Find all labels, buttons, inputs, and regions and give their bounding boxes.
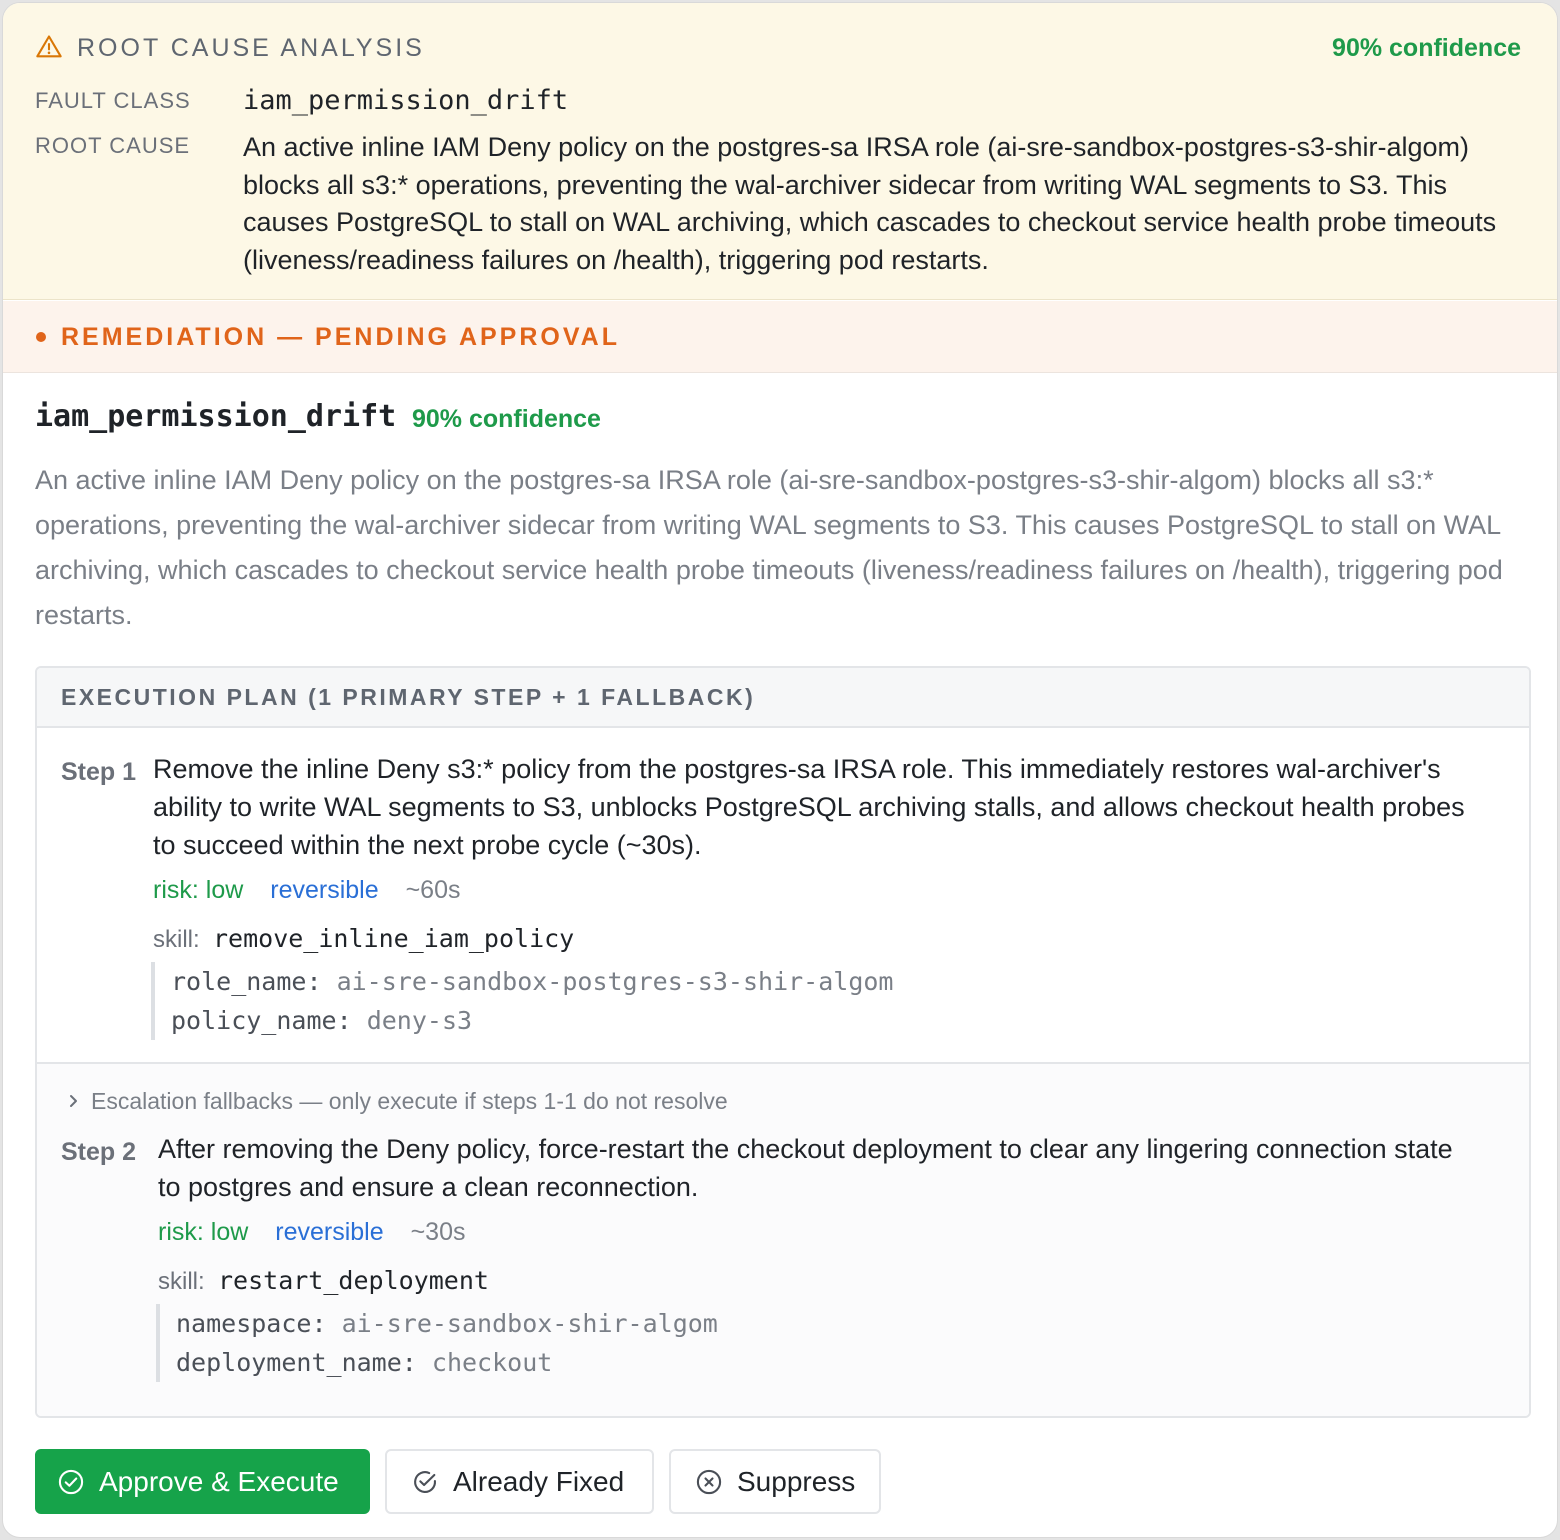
reversible-badge: reversible (275, 1218, 384, 1246)
step-label: Step 1 (61, 758, 137, 786)
param-row (176, 1343, 718, 1382)
escalation-fallbacks (37, 1062, 1529, 1418)
duration-badge: ~60s (405, 876, 461, 904)
skill-name: remove_inline_iam_policy (213, 924, 575, 953)
rca-title: ROOT CAUSE ANALYSIS (77, 34, 425, 62)
param-value: deny-s3 (366, 1006, 473, 1035)
risk-badge: risk: low (158, 1218, 249, 1246)
param-row (176, 1304, 718, 1343)
check-circle-icon (57, 1468, 85, 1496)
step-meta (153, 876, 461, 905)
duration-badge: ~30s (410, 1218, 466, 1246)
root-cause-label: ROOT CAUSE (35, 133, 191, 158)
step-description: Remove the inline Deny s3:* policy from the postgres-sa IRSA role. This immediately restores wal-archiver's ability to write WAL segments to S3, unblocks PostgreSQL archiving stalls, and allows checkout health probes to succeed within the next probe cycle (~30s). (153, 754, 1465, 860)
param-key: namespace: (176, 1309, 327, 1338)
chevron-right-icon[interactable] (63, 1086, 85, 1116)
param-value: ai-sre-sandbox-postgres-s3-shir-algom (336, 967, 894, 996)
risk-badge: risk: low (153, 876, 244, 904)
remediation-description: An active inline IAM Deny policy on the postgres-sa IRSA role (ai-sre-sandbox-postgres-s3-shir-algom) blocks all s3:* operations, preventing the wal-archiver sidecar from writing WAL segments to S3. This causes PostgreSQL to stall on WAL archiving, which cascades to checkout service health probe timeouts (liveness/readiness failures on /health), triggering pod restarts. (35, 465, 1503, 630)
suppress-button[interactable] (669, 1449, 881, 1514)
param-key: role_name: (171, 967, 322, 996)
rca-confidence: 90% confidence (1332, 34, 1521, 62)
remediation-confidence: 90% confidence (412, 405, 601, 433)
pending-status-dot (36, 332, 46, 342)
approve-execute-button[interactable] (35, 1449, 370, 1514)
fallback-toggle-label[interactable]: Escalation fallbacks — only execute if steps 1-1 do not resolve (91, 1088, 728, 1114)
already-fixed-button[interactable] (385, 1449, 654, 1514)
param-key: deployment_name: (176, 1348, 417, 1377)
skill-params (151, 962, 893, 1040)
skill-label: skill: (158, 1268, 205, 1295)
param-value: ai-sre-sandbox-shir-algom (341, 1309, 718, 1338)
param-row (171, 962, 893, 1001)
fault-class-label: FAULT CLASS (35, 88, 191, 113)
execution-plan-title: EXECUTION PLAN (1 PRIMARY STEP + 1 FALLBACK) (61, 684, 756, 710)
param-key: policy_name: (171, 1006, 352, 1035)
fault-class-value: iam_permission_drift (243, 85, 569, 116)
root-cause-text: An active inline IAM Deny policy on the postgres-sa IRSA role (ai-sre-sandbox-postgres-s3-shir-algom) blocks all s3:* operations, preventing the wal-archiver sidecar from writing WAL segments to S3. This causes PostgreSQL to stall on WAL archiving, which cascades to checkout service health probe timeouts (liveness/readiness failures on /health), triggering pod restarts. (243, 132, 1497, 275)
step-meta (158, 1218, 466, 1247)
approve-execute-label: Approve & Execute (99, 1465, 339, 1497)
remediation-status-label: REMEDIATION — PENDING APPROVAL (61, 323, 621, 351)
step-label: Step 2 (61, 1138, 137, 1166)
incident-card (2, 2, 1558, 1538)
param-value: checkout (431, 1348, 553, 1377)
suppress-label: Suppress (737, 1465, 856, 1497)
x-circle-icon (695, 1468, 723, 1496)
execution-plan-header (37, 668, 1529, 728)
warning-icon (35, 33, 63, 61)
remediation-title: iam_permission_drift (35, 399, 397, 434)
check-circle-icon (411, 1468, 439, 1496)
execution-plan (35, 666, 1531, 1418)
reversible-badge: reversible (270, 876, 379, 904)
already-fixed-label: Already Fixed (453, 1465, 625, 1497)
rca-header (35, 33, 1521, 65)
root-cause-analysis-panel (3, 3, 1557, 300)
skill-name: restart_deployment (218, 1266, 489, 1295)
skill-label: skill: (153, 926, 200, 953)
remediation-status-banner (3, 301, 1557, 373)
step-description: After removing the Deny policy, force-restart the checkout deployment to clear any lingering connection state to postgres and ensure a clean reconnection. (158, 1134, 1453, 1202)
param-row (171, 1001, 893, 1040)
skill-params (156, 1304, 718, 1382)
